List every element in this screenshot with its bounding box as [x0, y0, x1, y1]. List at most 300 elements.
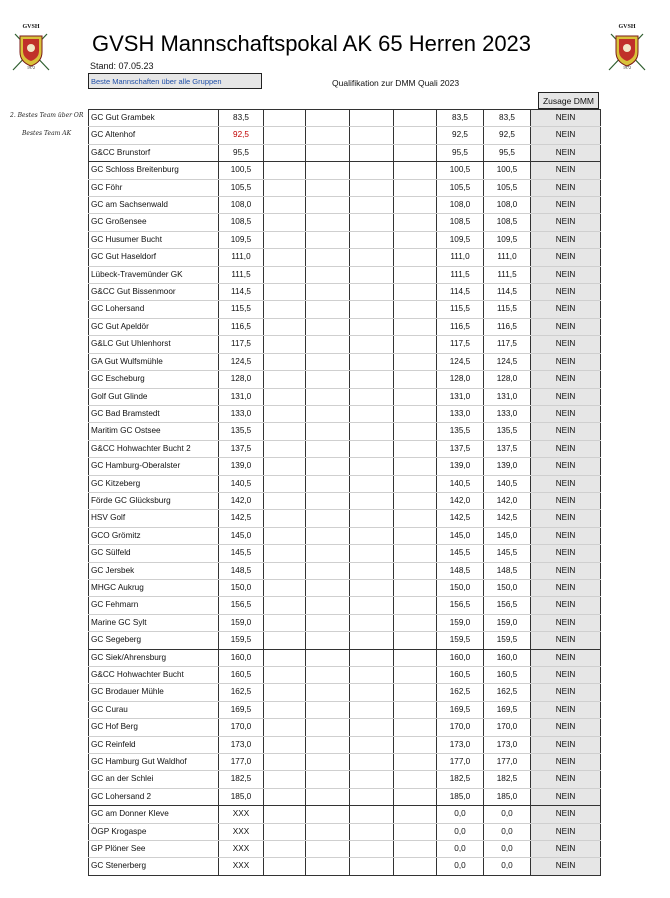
logo-year: 1972	[27, 65, 35, 70]
table-row	[89, 632, 601, 649]
table-row	[89, 614, 601, 631]
empty-cell	[306, 284, 350, 301]
team-name-cell: GC Hamburg Gut Waldhof	[89, 754, 219, 771]
empty-cell	[306, 736, 350, 753]
dmm-status-cell: NEIN	[531, 806, 601, 823]
net-score-cell: 160,5	[437, 667, 484, 684]
empty-cell	[306, 684, 350, 701]
empty-cell	[264, 649, 306, 666]
empty-cell	[394, 632, 437, 649]
empty-cell	[394, 527, 437, 544]
empty-cell	[306, 231, 350, 248]
gvsh-logo-right	[603, 24, 651, 74]
dmm-status-cell: NEIN	[531, 423, 601, 440]
empty-cell	[394, 579, 437, 596]
dmm-status-cell: NEIN	[531, 440, 601, 457]
empty-cell	[306, 266, 350, 283]
empty-cell	[394, 701, 437, 718]
dmm-status-cell: NEIN	[531, 684, 601, 701]
empty-cell	[306, 823, 350, 840]
team-name-cell: Maritim GC Ostsee	[89, 423, 219, 440]
dmm-status-cell: NEIN	[531, 353, 601, 370]
empty-cell	[306, 144, 350, 161]
team-name-cell: GC Föhr	[89, 179, 219, 196]
score-cell: 111,5	[219, 266, 264, 283]
net-score-cell: 145,5	[437, 545, 484, 562]
empty-cell	[394, 110, 437, 127]
dmm-status-cell: NEIN	[531, 336, 601, 353]
empty-cell	[394, 371, 437, 388]
empty-cell	[306, 788, 350, 805]
empty-cell	[350, 162, 394, 179]
dmm-status-cell: NEIN	[531, 736, 601, 753]
empty-cell	[264, 562, 306, 579]
empty-cell	[306, 527, 350, 544]
net-score-cell: 131,0	[437, 388, 484, 405]
empty-cell	[350, 405, 394, 422]
net-score-cell: 148,5	[437, 562, 484, 579]
dmm-status-cell: NEIN	[531, 249, 601, 266]
total-score-cell: 83,5	[484, 110, 531, 127]
empty-cell	[350, 719, 394, 736]
table-row	[89, 719, 601, 736]
empty-cell	[394, 806, 437, 823]
table-row	[89, 579, 601, 596]
margin-note: 2. Bestes Team über OR	[10, 112, 84, 119]
empty-cell	[350, 579, 394, 596]
empty-cell	[264, 353, 306, 370]
empty-cell	[350, 684, 394, 701]
empty-cell	[306, 806, 350, 823]
score-cell: 160,0	[219, 649, 264, 666]
net-score-cell: 137,5	[437, 440, 484, 457]
margin-note: Bestes Team AK	[22, 130, 72, 137]
team-name-cell: GP Plöner See	[89, 841, 219, 858]
empty-cell	[264, 736, 306, 753]
empty-cell	[264, 266, 306, 283]
score-cell: 139,0	[219, 458, 264, 475]
empty-cell	[264, 371, 306, 388]
empty-cell	[306, 336, 350, 353]
total-score-cell: 170,0	[484, 719, 531, 736]
score-cell: XXX	[219, 858, 264, 875]
dmm-status-cell: NEIN	[531, 301, 601, 318]
empty-cell	[264, 249, 306, 266]
table-row	[89, 841, 601, 858]
empty-cell	[306, 562, 350, 579]
team-name-cell: GC Curau	[89, 701, 219, 718]
logo-year: 1972	[623, 65, 631, 70]
table-row	[89, 231, 601, 248]
dmm-status-cell: NEIN	[531, 719, 601, 736]
empty-cell	[264, 632, 306, 649]
net-score-cell: 0,0	[437, 806, 484, 823]
empty-cell	[264, 614, 306, 631]
empty-cell	[350, 667, 394, 684]
empty-cell	[394, 597, 437, 614]
empty-cell	[264, 823, 306, 840]
total-score-cell: 160,5	[484, 667, 531, 684]
net-score-cell: 83,5	[437, 110, 484, 127]
dmm-status-cell: NEIN	[531, 823, 601, 840]
empty-cell	[264, 231, 306, 248]
score-cell: 159,5	[219, 632, 264, 649]
empty-cell	[306, 388, 350, 405]
total-score-cell: 109,5	[484, 231, 531, 248]
team-name-cell: GC Stenerberg	[89, 858, 219, 875]
empty-cell	[394, 405, 437, 422]
team-name-cell: GC Brodauer Mühle	[89, 684, 219, 701]
table-row	[89, 110, 601, 127]
team-name-cell: GC am Donner Kleve	[89, 806, 219, 823]
empty-cell	[394, 423, 437, 440]
empty-cell	[306, 318, 350, 335]
empty-cell	[350, 475, 394, 492]
dmm-status-cell: NEIN	[531, 754, 601, 771]
score-cell: 142,0	[219, 492, 264, 509]
empty-cell	[394, 353, 437, 370]
empty-cell	[394, 614, 437, 631]
score-cell: 182,5	[219, 771, 264, 788]
table-row	[89, 336, 601, 353]
total-score-cell: 159,5	[484, 632, 531, 649]
total-score-cell: 142,0	[484, 492, 531, 509]
empty-cell	[264, 597, 306, 614]
empty-cell	[350, 788, 394, 805]
team-name-cell: GC Lohersand 2	[89, 788, 219, 805]
dmm-status-cell: NEIN	[531, 597, 601, 614]
total-score-cell: 139,0	[484, 458, 531, 475]
total-score-cell: 145,5	[484, 545, 531, 562]
net-score-cell: 135,5	[437, 423, 484, 440]
table-row	[89, 284, 601, 301]
score-cell: 173,0	[219, 736, 264, 753]
net-score-cell: 173,0	[437, 736, 484, 753]
empty-cell	[394, 562, 437, 579]
total-score-cell: 111,5	[484, 266, 531, 283]
team-name-cell: ÖGP Krogaspe	[89, 823, 219, 840]
empty-cell	[264, 858, 306, 875]
dmm-status-cell: NEIN	[531, 144, 601, 161]
team-name-cell: GC Husumer Bucht	[89, 231, 219, 248]
table-row	[89, 423, 601, 440]
empty-cell	[264, 684, 306, 701]
total-score-cell: 160,0	[484, 649, 531, 666]
total-score-cell: 111,0	[484, 249, 531, 266]
score-cell: 108,0	[219, 197, 264, 214]
table-row	[89, 597, 601, 614]
team-name-cell: GC Segeberg	[89, 632, 219, 649]
table-row	[89, 197, 601, 214]
net-score-cell: 128,0	[437, 371, 484, 388]
team-name-cell: GC Gut Apeldör	[89, 318, 219, 335]
table-row	[89, 649, 601, 666]
total-score-cell: 148,5	[484, 562, 531, 579]
empty-cell	[264, 527, 306, 544]
table-row	[89, 440, 601, 457]
score-cell: XXX	[219, 841, 264, 858]
net-score-cell: 115,5	[437, 301, 484, 318]
team-name-cell: G&CC Brunstorf	[89, 144, 219, 161]
total-score-cell: 0,0	[484, 841, 531, 858]
empty-cell	[264, 110, 306, 127]
empty-cell	[350, 632, 394, 649]
table-row	[89, 301, 601, 318]
empty-cell	[350, 458, 394, 475]
empty-cell	[350, 371, 394, 388]
total-score-cell: 185,0	[484, 788, 531, 805]
team-name-cell: GC Großensee	[89, 214, 219, 231]
total-score-cell: 95,5	[484, 144, 531, 161]
table-row	[89, 823, 601, 840]
empty-cell	[264, 284, 306, 301]
empty-cell	[394, 162, 437, 179]
empty-cell	[264, 336, 306, 353]
dmm-column-header: Zusage DMM	[538, 92, 599, 109]
empty-cell	[264, 440, 306, 457]
table-row	[89, 701, 601, 718]
empty-cell	[350, 214, 394, 231]
empty-cell	[394, 231, 437, 248]
team-name-cell: GC Jersbek	[89, 562, 219, 579]
total-score-cell: 92,5	[484, 127, 531, 144]
score-cell: 111,0	[219, 249, 264, 266]
empty-cell	[264, 771, 306, 788]
empty-cell	[350, 649, 394, 666]
dmm-status-cell: NEIN	[531, 545, 601, 562]
total-score-cell: 135,5	[484, 423, 531, 440]
net-score-cell: 0,0	[437, 841, 484, 858]
score-cell: 148,5	[219, 562, 264, 579]
total-score-cell: 108,0	[484, 197, 531, 214]
empty-cell	[264, 301, 306, 318]
empty-cell	[350, 144, 394, 161]
dmm-status-cell: NEIN	[531, 284, 601, 301]
empty-cell	[350, 754, 394, 771]
score-cell: 145,0	[219, 527, 264, 544]
dmm-status-cell: NEIN	[531, 475, 601, 492]
dmm-status-cell: NEIN	[531, 649, 601, 666]
net-score-cell: 0,0	[437, 858, 484, 875]
empty-cell	[264, 806, 306, 823]
dmm-status-cell: NEIN	[531, 197, 601, 214]
dmm-status-cell: NEIN	[531, 788, 601, 805]
dmm-status-cell: NEIN	[531, 214, 601, 231]
total-score-cell: 117,5	[484, 336, 531, 353]
total-score-cell: 108,5	[484, 214, 531, 231]
table-row	[89, 545, 601, 562]
empty-cell	[350, 614, 394, 631]
stand-date: Stand: 07.05.23	[90, 61, 154, 71]
empty-cell	[264, 197, 306, 214]
team-name-cell: GA Gut Wulfsmühle	[89, 353, 219, 370]
total-score-cell: 177,0	[484, 754, 531, 771]
score-cell: 105,5	[219, 179, 264, 196]
score-cell: 160,5	[219, 667, 264, 684]
net-score-cell: 0,0	[437, 823, 484, 840]
empty-cell	[264, 458, 306, 475]
team-name-cell: GC Schloss Breitenburg	[89, 162, 219, 179]
empty-cell	[394, 475, 437, 492]
table-row	[89, 527, 601, 544]
table-row	[89, 458, 601, 475]
net-score-cell: 182,5	[437, 771, 484, 788]
empty-cell	[306, 301, 350, 318]
table-row	[89, 371, 601, 388]
net-score-cell: 117,5	[437, 336, 484, 353]
score-cell: 169,5	[219, 701, 264, 718]
empty-cell	[350, 231, 394, 248]
total-score-cell: 162,5	[484, 684, 531, 701]
score-cell: 109,5	[219, 231, 264, 248]
empty-cell	[306, 771, 350, 788]
logo-text: GVSH	[22, 24, 40, 30]
dmm-status-cell: NEIN	[531, 388, 601, 405]
team-name-cell: GC Kitzeberg	[89, 475, 219, 492]
net-score-cell: 160,0	[437, 649, 484, 666]
empty-cell	[306, 214, 350, 231]
empty-cell	[394, 841, 437, 858]
empty-cell	[306, 179, 350, 196]
net-score-cell: 159,5	[437, 632, 484, 649]
table-row	[89, 162, 601, 179]
score-cell: 177,0	[219, 754, 264, 771]
total-score-cell: 173,0	[484, 736, 531, 753]
net-score-cell: 109,5	[437, 231, 484, 248]
team-name-cell: GC Gut Grambek	[89, 110, 219, 127]
score-cell: 124,5	[219, 353, 264, 370]
team-name-cell: GC Fehmarn	[89, 597, 219, 614]
empty-cell	[350, 336, 394, 353]
table-row	[89, 249, 601, 266]
empty-cell	[394, 144, 437, 161]
empty-cell	[306, 649, 350, 666]
total-score-cell: 156,5	[484, 597, 531, 614]
team-name-cell: Lübeck-Travemünder GK	[89, 266, 219, 283]
empty-cell	[306, 510, 350, 527]
net-score-cell: 169,5	[437, 701, 484, 718]
total-score-cell: 133,0	[484, 405, 531, 422]
empty-cell	[394, 318, 437, 335]
team-name-cell: GC Sülfeld	[89, 545, 219, 562]
empty-cell	[264, 667, 306, 684]
team-name-cell: GC Reinfeld	[89, 736, 219, 753]
empty-cell	[350, 197, 394, 214]
empty-cell	[306, 249, 350, 266]
dmm-status-cell: NEIN	[531, 562, 601, 579]
empty-cell	[264, 788, 306, 805]
table-row	[89, 754, 601, 771]
team-name-cell: HSV Golf	[89, 510, 219, 527]
dmm-status-cell: NEIN	[531, 614, 601, 631]
dmm-status-cell: NEIN	[531, 632, 601, 649]
empty-cell	[264, 388, 306, 405]
empty-cell	[350, 771, 394, 788]
empty-cell	[350, 527, 394, 544]
net-score-cell: 159,0	[437, 614, 484, 631]
net-score-cell: 116,5	[437, 318, 484, 335]
results-table	[88, 109, 601, 876]
empty-cell	[350, 597, 394, 614]
net-score-cell: 140,5	[437, 475, 484, 492]
score-cell: 133,0	[219, 405, 264, 422]
empty-cell	[350, 353, 394, 370]
table-row	[89, 127, 601, 144]
empty-cell	[306, 667, 350, 684]
empty-cell	[264, 545, 306, 562]
empty-cell	[306, 597, 350, 614]
score-cell: 150,0	[219, 579, 264, 596]
table-row	[89, 510, 601, 527]
empty-cell	[350, 284, 394, 301]
empty-cell	[394, 179, 437, 196]
team-name-cell: GC Altenhof	[89, 127, 219, 144]
dmm-status-cell: NEIN	[531, 318, 601, 335]
table-row	[89, 492, 601, 509]
empty-cell	[350, 440, 394, 457]
empty-cell	[306, 197, 350, 214]
empty-cell	[350, 127, 394, 144]
net-score-cell: 162,5	[437, 684, 484, 701]
total-score-cell: 145,0	[484, 527, 531, 544]
total-score-cell: 159,0	[484, 614, 531, 631]
empty-cell	[306, 858, 350, 875]
team-name-cell: G&CC Gut Bissenmoor	[89, 284, 219, 301]
empty-cell	[350, 736, 394, 753]
net-score-cell: 156,5	[437, 597, 484, 614]
dmm-status-cell: NEIN	[531, 667, 601, 684]
team-name-cell: GC Hof Berg	[89, 719, 219, 736]
score-cell: 108,5	[219, 214, 264, 231]
empty-cell	[264, 162, 306, 179]
table-row	[89, 858, 601, 875]
net-score-cell: 95,5	[437, 144, 484, 161]
empty-cell	[306, 371, 350, 388]
empty-cell	[306, 545, 350, 562]
empty-cell	[350, 179, 394, 196]
table-row	[89, 771, 601, 788]
empty-cell	[306, 440, 350, 457]
empty-cell	[306, 353, 350, 370]
empty-cell	[394, 266, 437, 283]
net-score-cell: 170,0	[437, 719, 484, 736]
dmm-status-cell: NEIN	[531, 231, 601, 248]
team-name-cell: GC Lohersand	[89, 301, 219, 318]
dmm-status-cell: NEIN	[531, 510, 601, 527]
empty-cell	[394, 788, 437, 805]
group-filter-selector[interactable]: Beste Mannschaften über alle Gruppen	[88, 73, 262, 89]
team-name-cell: GC an der Schlei	[89, 771, 219, 788]
empty-cell	[264, 214, 306, 231]
table-row	[89, 405, 601, 422]
total-score-cell: 0,0	[484, 858, 531, 875]
net-score-cell: 124,5	[437, 353, 484, 370]
total-score-cell: 114,5	[484, 284, 531, 301]
dmm-status-cell: NEIN	[531, 858, 601, 875]
dmm-status-cell: NEIN	[531, 179, 601, 196]
score-cell: 140,5	[219, 475, 264, 492]
score-cell: 135,5	[219, 423, 264, 440]
empty-cell	[306, 458, 350, 475]
team-name-cell: Marine GC Sylt	[89, 614, 219, 631]
empty-cell	[264, 318, 306, 335]
net-score-cell: 114,5	[437, 284, 484, 301]
score-cell: XXX	[219, 823, 264, 840]
empty-cell	[306, 719, 350, 736]
net-score-cell: 92,5	[437, 127, 484, 144]
total-score-cell: 105,5	[484, 179, 531, 196]
empty-cell	[306, 475, 350, 492]
